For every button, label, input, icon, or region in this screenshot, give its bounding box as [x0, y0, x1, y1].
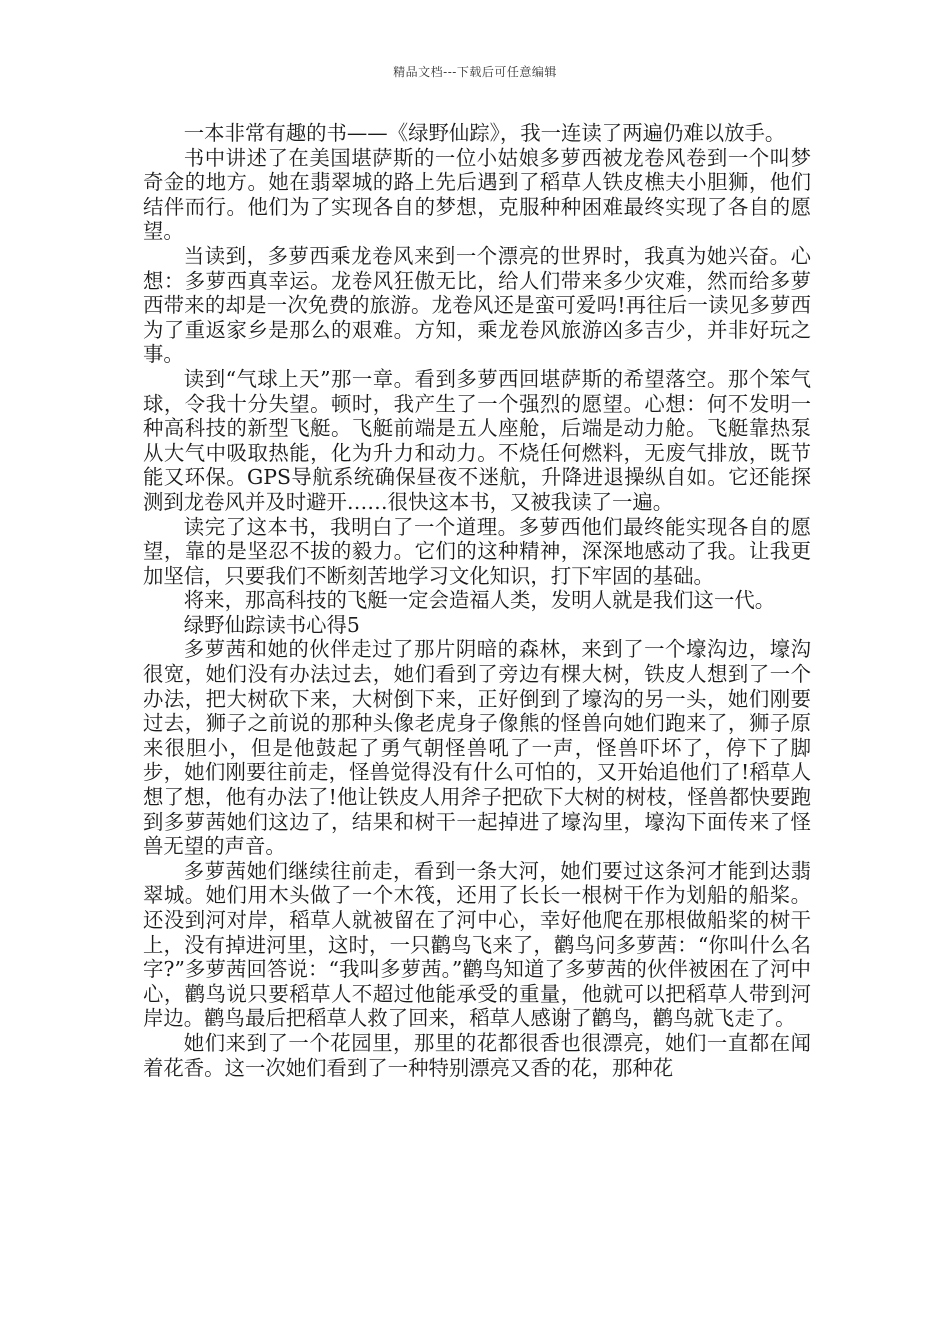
paragraph-intro: 一本非常有趣的书——《绿野仙踪》，我一连读了两遍仍难以放手。: [183, 121, 786, 145]
paragraph-story-summary: 书中讲述了在美国堪萨斯的一位小姑娘多萝西被龙卷风卷到一个叫梦奇金的地方。她在翡翠城的路上先后遇到了稻草人铁皮樵夫小胆狮，他们结伴而行。他们为了实现各自的梦想，克服种种困难最终实现了各自的愿望。: [143, 145, 811, 244]
paragraph-future: 将来，那高科技的飞艇一定会造福人类，发明人就是我们这一代。: [183, 588, 776, 613]
paragraph-river: 多萝茜她们继续往前走，看到一条大河，她们要过这条河才能到达翡翠城。她们用木头做了一个木筏，还用了长长一根树干作为划船的船桨。还没到河对岸，稻草人就被留在了河中心，幸好他爬在那根做船桨的树干上，没有掉进河里，这时，一只鹳鸟飞来了，鹳鸟问多萝茜：“你叫什么名字?”多萝茜回答说：“我叫多萝茜。”鹳鸟知道了多萝茜的伙伴被困在了河中心，鹳鸟说只要稻草人不超过他能承受的重量，他就可以把稻草人带到河岸边。鹳鸟最后把稻草人救了回来，稻草人感谢了鹳鸟，鹳鸟就飞走了。: [143, 858, 811, 1031]
document-body: [143, 121, 811, 1080]
paragraph-garden: 她们来到了一个花园里，那里的花都很香也很漂亮，她们一直都在闻着花香。这一次她们看到了一种特别漂亮又香的花，那种花: [143, 1030, 811, 1080]
paragraph-balloon: 读到“气球上天”那一章。看到多萝西回堪萨斯的希望落空。那个笨气球，令我十分失望。顿时，我产生了一个强烈的愿望。心想：何不发明一种高科技的新型飞艇。飞艇前端是五人座舱，后端是动力舱。飞艇靠热泵从大气中吸取热能，化为升力和动力。不烧任何燃料，无废气排放，既节能又环保。GPS导航系统确保昼夜不迷航，升降进退操纵自如。它还能探测到龙卷风并及时避开……很快这本书，又被我读了一遍。: [143, 366, 811, 514]
paragraph-ditch: 多萝茜和她的伙伴走过了那片阴暗的森林，来到了一个壕沟边，壕沟很宽，她们没有办法过去，她们看到了旁边有棵大树，铁皮人想到了一个办法，把大树砍下来，大树倒下来，正好倒到了壕沟的另一头，她们刚要过去，狮子之前说的那种头像老虎身子像熊的怪兽向她们跑来了，狮子原来很胆小，但是他鼓起了勇气朝怪兽吼了一声，怪兽吓坏了，停下了脚步，她们刚要往前走，怪兽觉得没有什么可怕的，又开始追他们了!稻草人想了想，他有办法了!他让铁皮人用斧子把砍下大树的树枝，怪兽都快要跑到多萝茜她们这边了，结果和树干一起掉进了壕沟里，壕沟下面传来了怪兽无望的声音。: [143, 637, 811, 859]
section-heading: 绿野仙踪读书心得5: [183, 612, 360, 637]
paragraph-tornado: 当读到，多萝西乘龙卷风来到一个漂亮的世界时，我真为她兴奋。心想：多萝西真幸运。龙卷风狂傲无比，给人们带来多少灾难，然而给多萝西带来的却是一次免费的旅游。龙卷风还是蛮可爱吗!再往后一读见多萝西为了重返家乡是那么的艰难。方知，乘龙卷风旅游凶多吉少，并非好玩之事。: [143, 243, 811, 367]
page-header: 精品文档---下载后可任意编辑: [393, 65, 557, 79]
paragraph-lesson: 读完了这本书，我明白了一个道理。多萝西他们最终能实现各自的愿望，靠的是坚忍不拔的毅力。它们的这种精神，深深地感动了我。让我更加坚信，只要我们不断刻苦地学习文化知识，打下牢固的基础。: [143, 514, 811, 588]
